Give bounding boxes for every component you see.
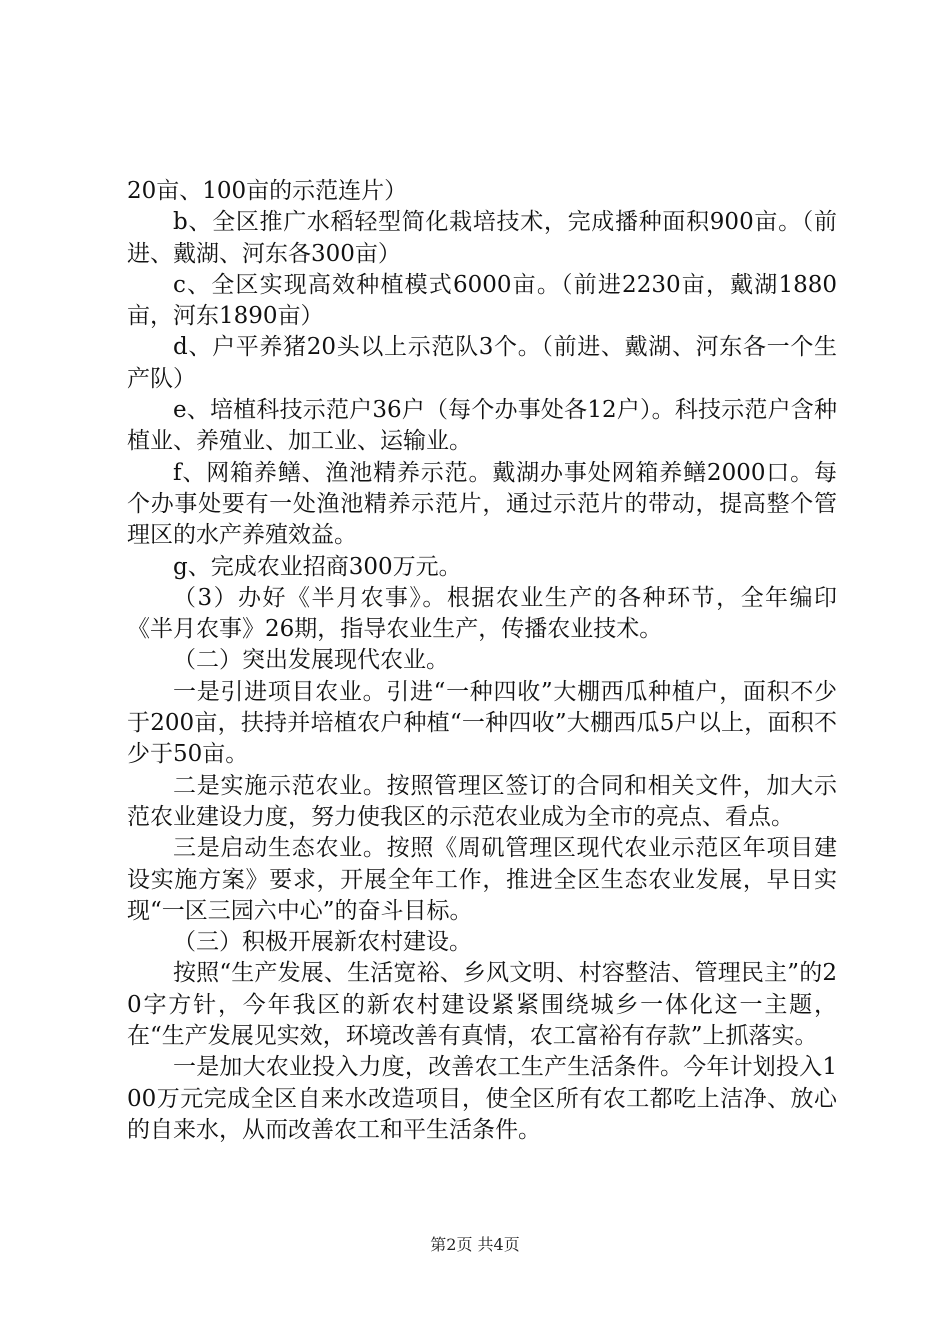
paragraph-14: 一是加大农业投入力度，改善农工生产生活条件。今年计划投入100万元完成全区自来水改造项目，使全区所有农工都吃上洁净、放心的自来水，从而改善农工和平生活条件。 [127,1054,837,1143]
page-footer: 第2页 共4页 [430,1235,520,1254]
paragraph-6: g、完成农业招商300万元。 [173,553,462,580]
paragraph-10: 二是实施示范农业。按照管理区签订的合同和相关文件，加大示范农业建设力度，努力使我区的示范农业成为全市的亮点、看点。 [127,772,837,830]
paragraph-8: （二）突出发展现代农业。 [173,647,449,674]
paragraph-2: c、全区实现高效种植模式6000亩。（前进2230亩，戴湖1880亩，河东1890亩） [127,271,837,330]
paragraph-11: 三是启动生态农业。按照《周矶管理区现代农业示范区年项目建设实施方案》要求，开展全年工作，推进全区生态农业发展，早日实现“一区三园六中心”的奋斗目标。 [127,835,837,924]
paragraph-12: （三）积极开展新农村建设。 [173,929,472,956]
paragraph-3: d、户平养猪20头以上示范队3个。（前进、戴湖、河东各一个生产队） [127,334,837,392]
paragraph-13: 按照“生产发展、生活宽裕、乡风文明、村容整洁、管理民主”的20字方针，今年我区的新农村建设紧紧围绕城乡一体化这一主题，在“生产发展见实效，环境改善有真情，农工富裕有存款”上抓落实。 [127,960,837,1050]
paragraph-4: e、培植科技示范户36户（每个办事处各12户）。科技示范户含种植业、养殖业、加工业、运输业。 [127,397,837,455]
paragraph-1: b、全区推广水稻轻型简化栽培技术，完成播种面积900亩。（前进、戴湖、河东各300亩） [127,209,837,267]
document-body [127,176,837,1146]
paragraph-7: （3）办好《半月农事》。根据农业生产的各种环节，全年编印《半月农事》26期，指导农业生产，传播农业技术。 [127,584,837,643]
paragraph-0: 20亩、100亩的示范连片） [127,178,408,204]
paragraph-9: 一是引进项目农业。引进“一种四收”大棚西瓜种植户，面积不少于200亩，扶持并培植农户种植“一种四收”大棚西瓜5户以上，面积不少于50亩。 [127,678,837,768]
paragraph-5: f、网箱养鳝、渔池精养示范。戴湖办事处网箱养鳝2000口。每个办事处要有一处渔池精养示范片，通过示范片的带动，提高整个管理区的水产养殖效益。 [127,459,837,549]
